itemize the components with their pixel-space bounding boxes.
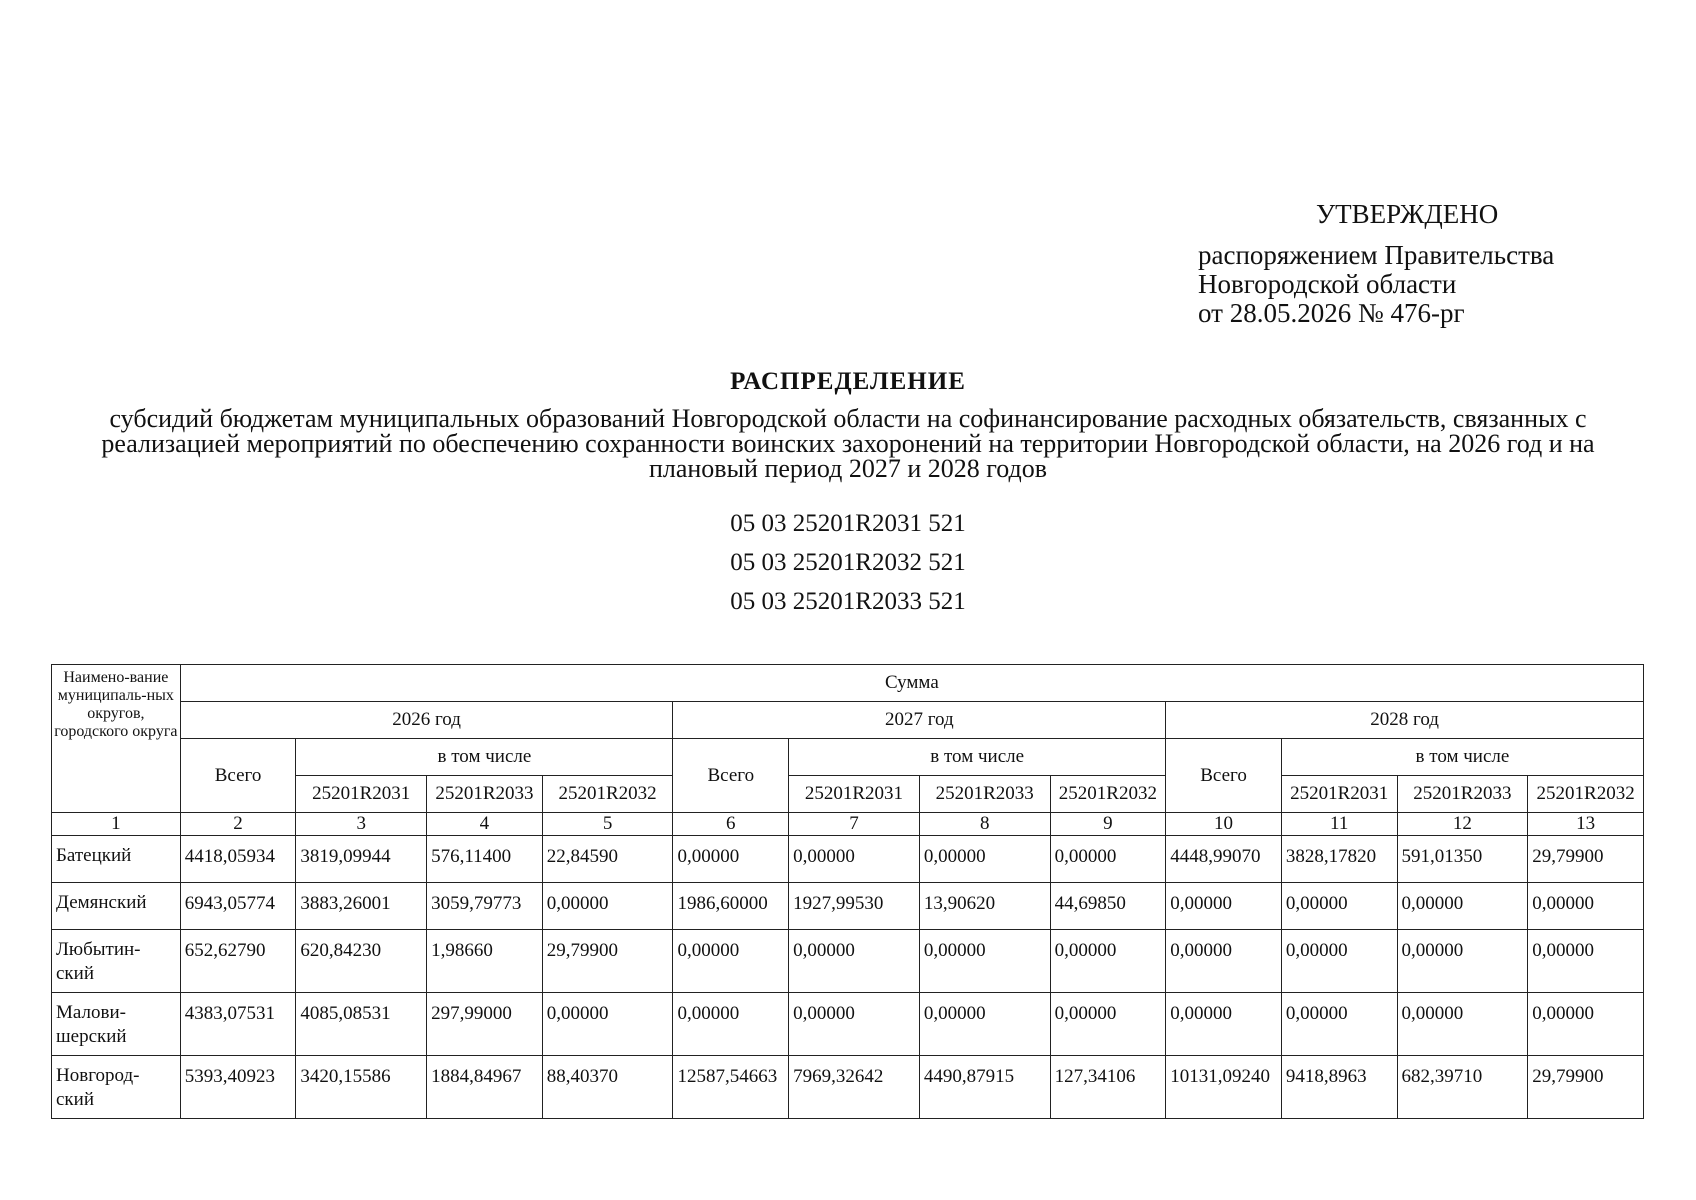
document-title: РАСПРЕДЕЛЕНИЕ: [730, 368, 966, 395]
amount-cell: 0,00000: [542, 883, 673, 930]
code-header: 25201R2033: [919, 776, 1050, 813]
amount-cell: 22,84590: [542, 836, 673, 883]
amount-cell: 4490,87915: [919, 1056, 1050, 1119]
municipality-name: Малови-шерский: [52, 993, 181, 1056]
municipality-name: Новгород-ский: [52, 1056, 181, 1119]
amount-cell: 4448,99070: [1166, 836, 1282, 883]
amount-cell: 0,00000: [1528, 993, 1644, 1056]
including-header: в том числе: [1281, 739, 1643, 776]
amount-cell: 0,00000: [919, 836, 1050, 883]
amount-cell: 29,79900: [542, 930, 673, 993]
amount-cell: 3828,17820: [1281, 836, 1397, 883]
column-number-row: [52, 813, 1644, 836]
column-number: 5: [542, 813, 673, 836]
column-number: 10: [1166, 813, 1282, 836]
amount-cell: 1927,99530: [789, 883, 920, 930]
amount-cell: 0,00000: [789, 993, 920, 1056]
amount-cell: 0,00000: [673, 930, 789, 993]
amount-cell: 3420,15586: [296, 1056, 427, 1119]
year-header: 2028 год: [1166, 702, 1644, 739]
year-header: 2026 год: [180, 702, 673, 739]
table-row: [52, 883, 1644, 930]
amount-cell: 576,11400: [427, 836, 543, 883]
amount-cell: 0,00000: [1528, 930, 1644, 993]
column-number: 9: [1050, 813, 1166, 836]
amount-cell: 1986,60000: [673, 883, 789, 930]
amount-cell: 9418,8963: [1281, 1056, 1397, 1119]
including-header: в том числе: [789, 739, 1166, 776]
amount-cell: 4085,08531: [296, 993, 427, 1056]
amount-cell: 88,40370: [542, 1056, 673, 1119]
amount-cell: 3883,26001: [296, 883, 427, 930]
code-header: 25201R2032: [1528, 776, 1644, 813]
amount-cell: 652,62790: [180, 930, 296, 993]
column-number: 2: [180, 813, 296, 836]
amount-cell: 0,00000: [1166, 993, 1282, 1056]
amount-cell: 4418,05934: [180, 836, 296, 883]
amount-cell: 0,00000: [1281, 883, 1397, 930]
amount-cell: 0,00000: [1528, 883, 1644, 930]
code-header: 25201R2033: [1397, 776, 1528, 813]
amount-cell: 0,00000: [1397, 993, 1528, 1056]
budget-code: 05 03 25201R2031 521: [730, 510, 966, 537]
amount-cell: 0,00000: [1397, 930, 1528, 993]
amount-cell: 0,00000: [789, 930, 920, 993]
amount-cell: 44,69850: [1050, 883, 1166, 930]
amount-cell: 29,79900: [1528, 836, 1644, 883]
amount-cell: 682,39710: [1397, 1056, 1528, 1119]
table-body: [52, 836, 1644, 1119]
amount-cell: 4383,07531: [180, 993, 296, 1056]
year-header: 2027 год: [673, 702, 1166, 739]
amount-cell: 0,00000: [1050, 930, 1166, 993]
approval-line-1: распоряжением Правительства: [1198, 240, 1555, 270]
including-header: в том числе: [296, 739, 673, 776]
amount-cell: 127,34106: [1050, 1056, 1166, 1119]
column-number: 1: [52, 813, 181, 836]
amount-cell: 591,01350: [1397, 836, 1528, 883]
municipality-name: Батецкий: [52, 836, 181, 883]
amount-cell: 620,84230: [296, 930, 427, 993]
column-number: 11: [1281, 813, 1397, 836]
column-number: 7: [789, 813, 920, 836]
code-header: 25201R2031: [296, 776, 427, 813]
name-column-header: Наимено-вание муниципаль-ных округов, городского округа: [52, 665, 181, 813]
approval-block: [1198, 200, 1598, 328]
municipality-name: Демянский: [52, 883, 181, 930]
column-number: 12: [1397, 813, 1528, 836]
code-header: 25201R2031: [1281, 776, 1397, 813]
document-subtitle: субсидий бюджетам муниципальных образований Новгородской области на софинансирование расходных обязательств, связанных с реализацией мероприятий по обеспечению сохранности воинских захоронений на территории Новгородской области, на 2026 год и на плановый период 2027 и 2028 годов: [101, 404, 1595, 483]
column-number: 13: [1528, 813, 1644, 836]
approval-line-2: Новгородской области: [1198, 269, 1457, 299]
amount-cell: 5393,40923: [180, 1056, 296, 1119]
amount-cell: 10131,09240: [1166, 1056, 1282, 1119]
amount-cell: 0,00000: [542, 993, 673, 1056]
amount-cell: 0,00000: [919, 930, 1050, 993]
amount-cell: 0,00000: [1281, 993, 1397, 1056]
amount-cell: 0,00000: [1397, 883, 1528, 930]
amount-cell: 0,00000: [919, 993, 1050, 1056]
distribution-table: [51, 664, 1644, 1119]
amount-cell: 3059,79773: [427, 883, 543, 930]
amount-cell: 0,00000: [1050, 836, 1166, 883]
sum-header: Сумма: [180, 665, 1643, 702]
amount-cell: 0,00000: [1050, 993, 1166, 1056]
amount-cell: 1884,84967: [427, 1056, 543, 1119]
amount-cell: 13,90620: [919, 883, 1050, 930]
amount-cell: 0,00000: [789, 836, 920, 883]
header-row-sum: [52, 665, 1644, 702]
amount-cell: 7969,32642: [789, 1056, 920, 1119]
total-header: Всего: [180, 739, 296, 813]
amount-cell: 3819,09944: [296, 836, 427, 883]
approval-title: УТВЕРЖДЕНО: [1316, 199, 1499, 229]
approval-line-3: от 28.05.2026 № 476-рг: [1198, 298, 1465, 328]
amount-cell: 0,00000: [673, 993, 789, 1056]
document-heading: [60, 368, 1636, 481]
column-number: 4: [427, 813, 543, 836]
total-header: Всего: [673, 739, 789, 813]
amount-cell: 297,99000: [427, 993, 543, 1056]
table-row: [52, 930, 1644, 993]
amount-cell: 6943,05774: [180, 883, 296, 930]
amount-cell: 0,00000: [673, 836, 789, 883]
amount-cell: 12587,54663: [673, 1056, 789, 1119]
header-row-including: [52, 739, 1644, 776]
municipality-name: Любытин-ский: [52, 930, 181, 993]
amount-cell: 0,00000: [1166, 883, 1282, 930]
budget-code: 05 03 25201R2033 521: [730, 588, 966, 615]
header-row-years: [52, 702, 1644, 739]
table-row: [52, 836, 1644, 883]
column-number: 6: [673, 813, 789, 836]
total-header: Всего: [1166, 739, 1282, 813]
code-header: 25201R2032: [542, 776, 673, 813]
code-header: 25201R2032: [1050, 776, 1166, 813]
table-row: [52, 1056, 1644, 1119]
table-row: [52, 993, 1644, 1056]
budget-codes: [0, 504, 1696, 621]
column-number: 3: [296, 813, 427, 836]
amount-cell: 29,79900: [1528, 1056, 1644, 1119]
code-header: 25201R2031: [789, 776, 920, 813]
amount-cell: 0,00000: [1281, 930, 1397, 993]
budget-code: 05 03 25201R2032 521: [730, 549, 966, 576]
code-header: 25201R2033: [427, 776, 543, 813]
amount-cell: 1,98660: [427, 930, 543, 993]
column-number: 8: [919, 813, 1050, 836]
amount-cell: 0,00000: [1166, 930, 1282, 993]
